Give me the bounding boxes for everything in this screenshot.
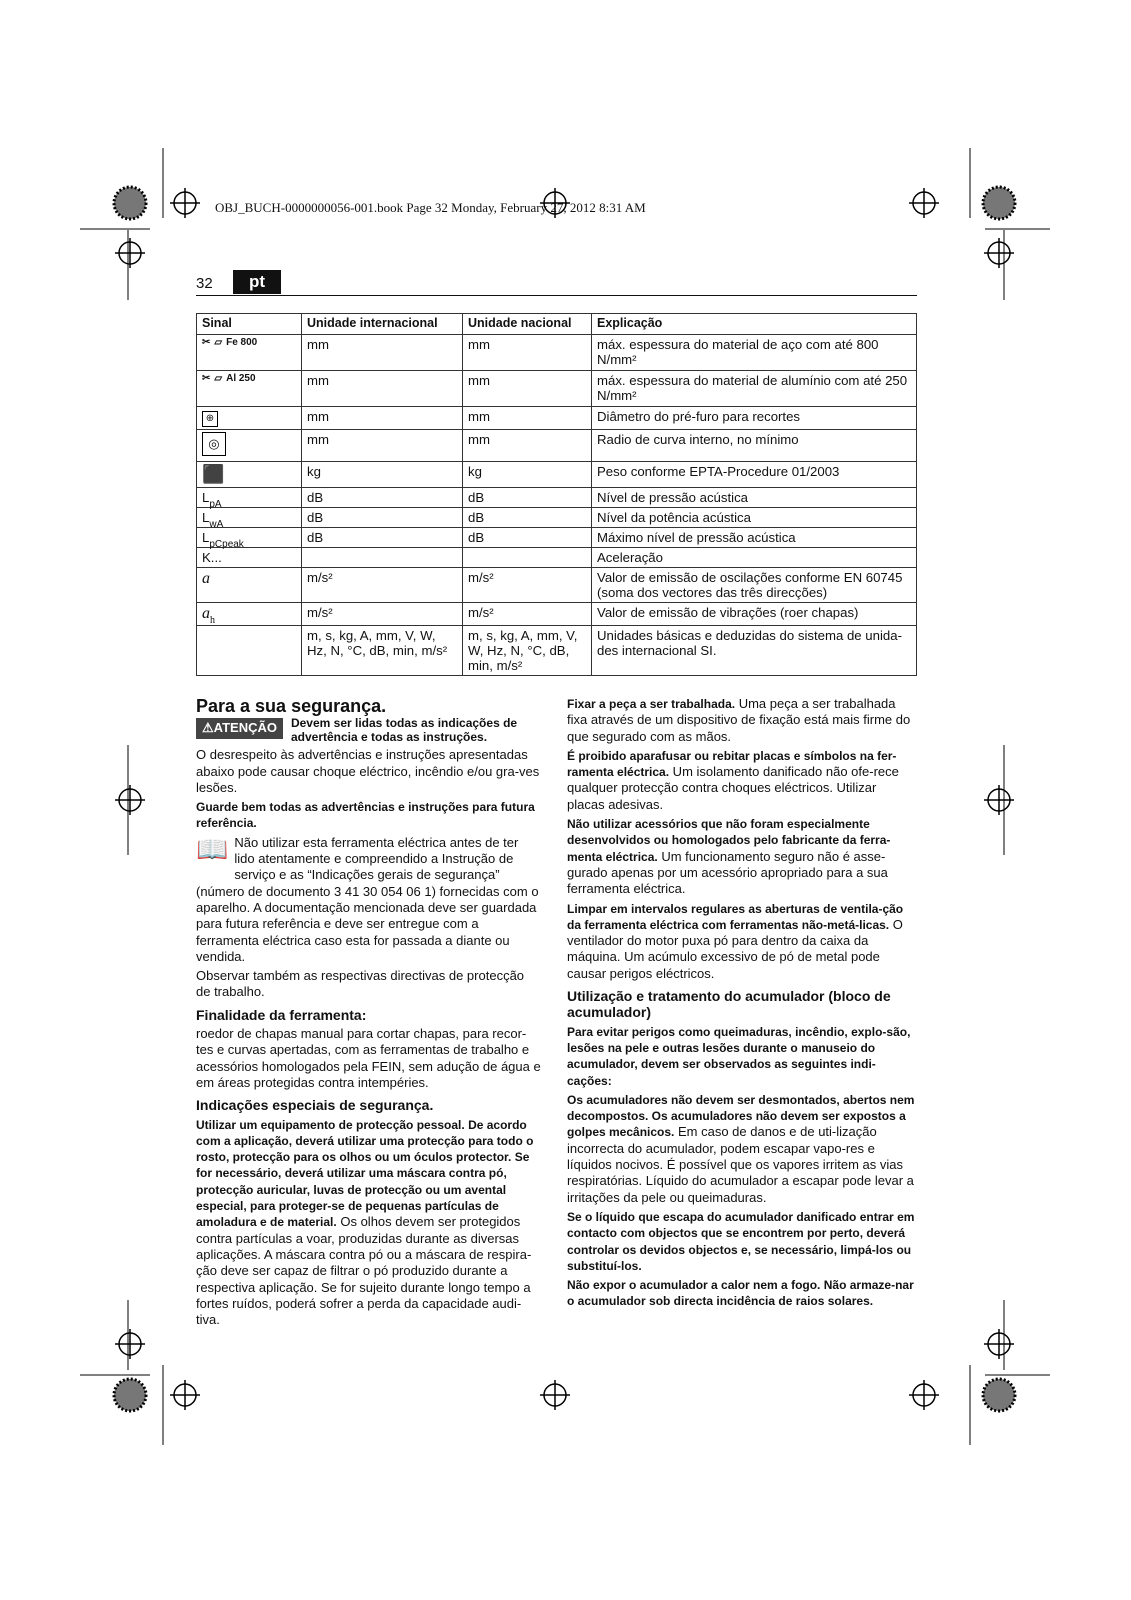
curve-radius-icon: ◎ [202,432,226,456]
cell: m, s, kg, A, mm, V, W, Hz, N, °C, dB, min, m/s² [302,626,463,676]
warning-block [196,716,541,744]
language-badge: pt [233,270,281,294]
signal-label: $L_{pCpeak}$ [197,528,302,548]
cell: dB [302,488,463,508]
cell: mm [463,430,592,462]
paragraph: roedor de chapas manual para cortar chapas, para recor-tes e curvas apertadas, com as ferramentas de trabalho e acessórios homologados pela FEIN, sem adução de água e em áreas protegidas contra intempéries. [196,1026,541,1090]
signal-label: Fe 800 [226,337,258,348]
cell: Valor de emissão de vibrações (roer chapas) [592,603,917,626]
col-header: Sinal [197,314,302,335]
section-heading: Finalidade da ferramenta: [196,1006,367,1023]
cell: mm [463,407,592,430]
cell: mm [302,335,463,371]
table-row [197,568,917,603]
cell: dB [463,508,592,528]
cut-icon: ✂ [202,337,211,348]
cell [302,548,463,568]
signal-label: $L_{pA}$ [197,488,302,508]
table-row [197,528,917,548]
weight-icon: ⬛ [202,464,225,484]
cell: mm [463,371,592,407]
cell: m, s, kg, A, mm, V, W, Hz, N, °C, dB, min, m/s² [463,626,592,676]
table-row [197,462,917,488]
cell: Peso conforme EPTA-Procedure 01/2003 [592,462,917,488]
paragraph: (número de documento 3 41 30 054 06 1) fornecidas com o aparelho. A documentação mencionada deve ser guardada para futura referência e deve ser entregue com a ferramenta eléctrica caso esta for passada a diante ou vendida. [196,883,539,964]
cell [197,626,302,676]
cell: dB [463,488,592,508]
cell: kg [302,462,463,488]
paragraph: Não utilizar acessórios que não foram especialmente desenvolvidos ou homologados pelo fabricante da ferra-menta eléctrica. Um funcionamento seguro não é asse-gurado apenas por um acessório apropriado para a sua ferramenta eléctrica. [567,817,891,897]
paragraph: Utilizar um equipamento de protecção pessoal. De acordo com a aplicação, deverá utilizar uma protecção para todo o rosto, protecção para os olhos ou um óculos protector. Se for necessário, deverá utilizar uma máscara contra pó, protecção auricular, luvas de protecção ou um avental especial, para proteger-se de pequenas partículas de amoladura e de material. Os olhos devem ser protegidos contra partículas a voar, produzidas durante as diversas aplicações. A máscara contra pó ou a máscara de respira-ção deve ser capaz de filtrar o pó produzido durante a respectiva aplicação. Se for sujeito durante longo tempo a fortes ruídos, poderá sofrer a perda da capacidade audi-tiva. [196,1117,534,1328]
cell: dB [302,528,463,548]
cell: m/s² [302,603,463,626]
signal-label: K... [197,548,302,568]
cell: m/s² [463,568,592,603]
cell: Diâmetro do pré-furo para recortes [592,407,917,430]
cell: Máximo nível de pressão acústica [592,528,917,548]
pre-hole-icon: ⊕ [202,411,218,427]
col-header: Unidade nacional [463,314,592,335]
signal-label: $a_h$ [197,603,302,626]
cell: dB [302,508,463,528]
aluminium-plate-icon: ▱ [214,373,223,384]
right-column [567,696,917,1313]
cell: mm [302,430,463,462]
left-column [196,698,541,1331]
paragraph: Observar também as respectivas directivas de protecção de trabalho. [196,968,525,1000]
cell: mm [463,335,592,371]
table-row [197,603,917,626]
signal-label: $L_{wA}$ [197,508,302,528]
paragraph-bold: Não expor o acumulador a calor nem a fogo. Não armaze-nar o acumulador sob directa incidência de raios solares. [567,1278,914,1309]
paragraph-bold: Se o líquido que escapa do acumulador danificado entrar em contacto com objectos que se encontrem por perto, deverá controlar os devidos objectos e, se necessário, limpá-los ou substituí-los. [567,1209,915,1273]
col-header: Unidade internacional [302,314,463,335]
cell: máx. espessura do material de alumínio com até 250 N/mm² [592,371,917,407]
table-row [197,488,917,508]
table-row [197,548,917,568]
table-row [197,407,917,430]
file-header: OBJ_BUCH-0000000056-001.book Page 32 Monday, February 27, 2012 8:31 AM [215,200,646,215]
cell: m/s² [463,603,592,626]
section-heading: Utilização e tratamento do acumulador (bloco de acumulador) [567,988,891,1021]
cell: mm [302,371,463,407]
table-row [197,626,917,676]
paragraph: Limpar em intervalos regulares as aberturas de ventila-ção da ferramenta eléctrica com ferramentas não-metá-licas. O ventilador do motor puxa pó para dentro da caixa da máquina. Um acúmulo excessivo de pó de metal pode causar perigos eléctricos. [567,901,904,981]
paragraph: É proibido aparafusar ou rebitar placas e símbolos na fer-ramenta eléctrica. Um isolamento danificado não ofe-rece qualquer protecção contra choques eléctricos. Utilizar placas adesivas. [567,748,899,812]
cut-icon: ✂ [202,373,211,384]
spec-table [196,313,917,676]
cell: máx. espessura do material de aço com até 800 N/mm² [592,335,917,371]
page-number: 32 [196,275,213,292]
cell: mm [302,407,463,430]
cell: m/s² [302,568,463,603]
table-header-row [197,314,917,335]
cell: Unidades básicas e deduzidas do sistema de unida-des internacional SI. [592,626,917,676]
table-row [197,508,917,528]
warning-text: Devem ser lidas todas as indicações de advertência e todas as instruções. [290,716,518,745]
cell: Nível da potência acústica [592,508,917,528]
cell: dB [463,528,592,548]
read-manual-icon: 📖 [196,833,229,864]
col-header: Explicação [592,314,917,335]
table-row [197,371,917,407]
safety-title: Para a sua segurança. [196,696,387,716]
cell: Valor de emissão de oscilações conforme EN 60745 (soma dos vectores das três direcções) [592,568,917,603]
steel-plate-icon: ▱ [214,337,223,348]
paragraph: Os acumuladores não devem ser desmontados, abertos nem decompostos. Os acumuladores não devem ser expostos a golpes mecânicos. Em caso de danos e de uti-lização incorrecta do acumulador, podem escapar vapo-res e líquidos nocivos. É possível que os vapores irritem as vias respiratórias. Líquido do acumulador a escapar pode levar a irritações da pele ou queimaduras. [567,1092,915,1205]
cell: Aceleração [592,548,917,568]
section-heading: Indicações especiais de segurança. [196,1097,434,1114]
cell: kg [463,462,592,488]
paragraph: O desrespeito às advertências e instruções apresentadas abaixo pode causar choque eléctrico, incêndio e/ou gra-ves lesões. [196,747,540,795]
paragraph-bold: Para evitar perigos como queimaduras, incêndio, explo-são, lesões na pele e outras lesões durante o manuseio do acumulador, devem ser observados as seguintes indi-cações: [567,1024,911,1088]
manual-note [196,835,541,884]
paragraph-bold: Guarde bem todas as advertências e instruções para futura referência. [196,800,535,831]
header-rule [196,295,917,296]
paragraph: Não utilizar esta ferramenta eléctrica antes de ter lido atentamente e compreendido a Instrução de serviço e as “Indicações gerais de segurança” [234,834,519,883]
signal-label: a [197,568,302,603]
signal-label: Al 250 [226,373,256,384]
paragraph: Fixar a peça a ser trabalhada. Uma peça a ser trabalhada fixa através de um dispositivo de fixação está mais firme do que segurado com as mãos. [567,696,911,744]
cell [463,548,592,568]
table-row [197,335,917,371]
warning-badge: ⚠ATENÇÃO [196,718,283,738]
warning-triangle-icon: ⚠ [202,720,214,736]
cell: Nível de pressão acústica [592,488,917,508]
cell: Radio de curva interno, no mínimo [592,430,917,462]
table-row [197,430,917,462]
